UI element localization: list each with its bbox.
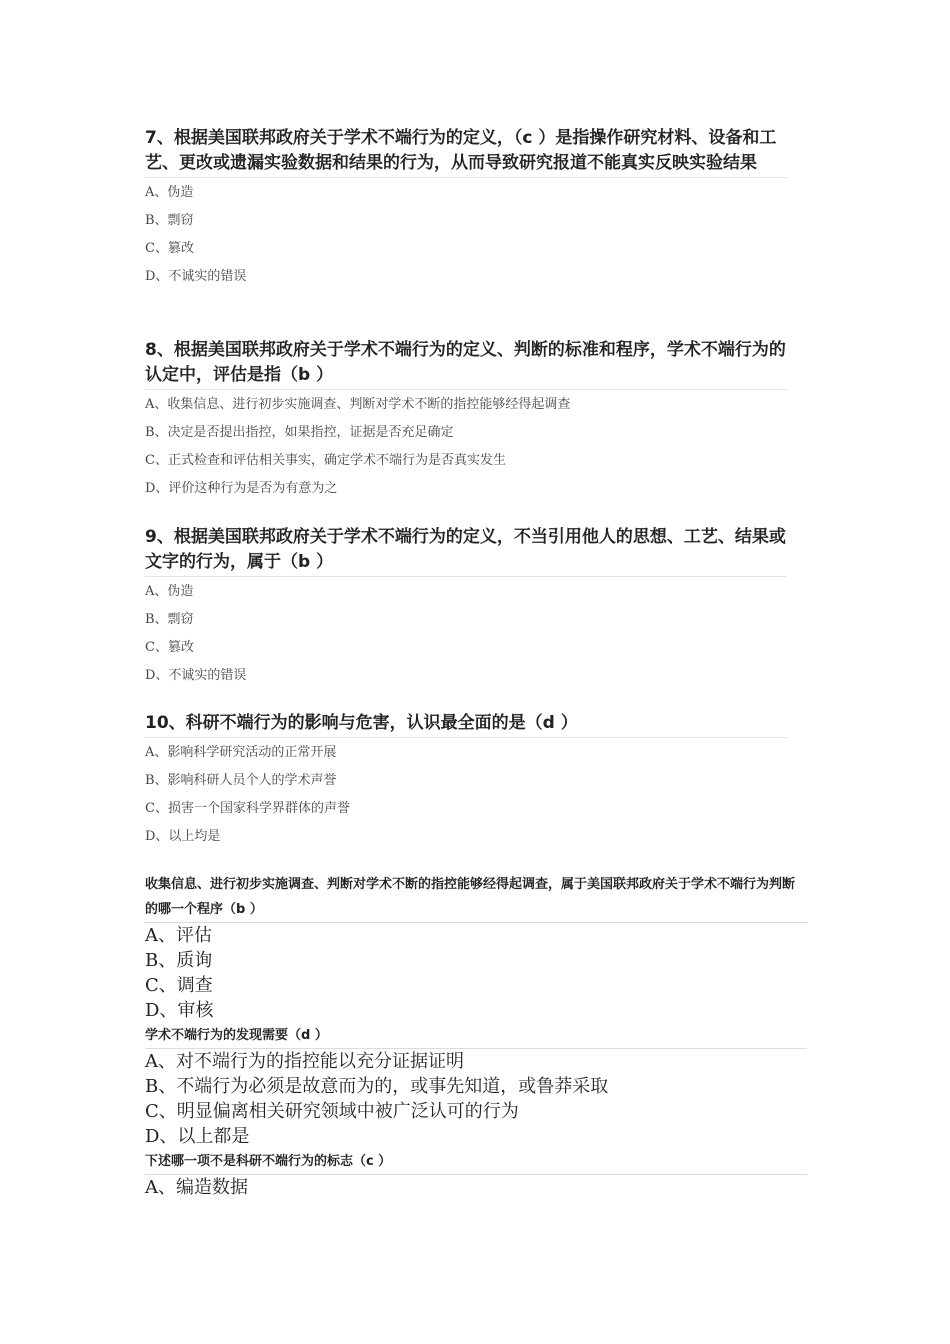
question-title: 9、根据美国联邦政府关于学术不端行为的定义，不当引用他人的思想、工艺、结果或文字的行为，属于（b ） bbox=[145, 525, 787, 577]
option-d: D、不诚实的错误 bbox=[145, 269, 247, 284]
question-title: 下述哪一项不是科研不端行为的标志（c ） bbox=[145, 1149, 807, 1175]
option-d: D、审核 bbox=[145, 1000, 214, 1021]
question-7 bbox=[145, 126, 787, 284]
question-procedure bbox=[145, 872, 807, 1023]
option-c: C、正式检查和评估相关事实，确定学术不端行为是否真实发生 bbox=[145, 453, 506, 468]
question-title: 10、科研不端行为的影响与危害，认识最全面的是（d ） bbox=[145, 711, 787, 738]
option-list bbox=[145, 1049, 807, 1149]
question-not-sign bbox=[145, 1149, 807, 1200]
option-a: A、编造数据 bbox=[145, 1177, 248, 1198]
option-list bbox=[145, 1175, 807, 1200]
question-title: 学术不端行为的发现需要（d ） bbox=[145, 1023, 807, 1049]
option-d: D、以上都是 bbox=[145, 1126, 250, 1147]
option-b: B、剽窃 bbox=[145, 213, 194, 228]
option-list bbox=[145, 398, 787, 496]
option-b: B、剽窃 bbox=[145, 612, 194, 627]
option-b: B、决定是否提出指控，如果指控，证据是否充足确定 bbox=[145, 425, 454, 440]
question-9 bbox=[145, 525, 787, 683]
question-title: 收集信息、进行初步实施调查、判断对学术不断的指控能够经得起调查，属于美国联邦政府关于学术不端行为判断的哪一个程序（b ） bbox=[145, 872, 807, 923]
option-b: B、影响科研人员个人的学术声誉 bbox=[145, 773, 337, 788]
question-title: 7、根据美国联邦政府关于学术不端行为的定义，（c ）是指操作研究材料、设备和工艺、更改或遗漏实验数据和结果的行为，从而导致研究报道不能真实反映实验结果 bbox=[145, 126, 787, 178]
option-a: A、收集信息、进行初步实施调查、判断对学术不断的指控能够经得起调查 bbox=[145, 397, 571, 412]
question-title: 8、根据美国联邦政府关于学术不端行为的定义、判断的标准和程序，学术不端行为的认定中，评估是指（b ） bbox=[145, 338, 787, 390]
option-a: A、评估 bbox=[145, 925, 212, 946]
option-a: A、对不端行为的指控能以充分证据证明 bbox=[145, 1051, 464, 1072]
question-8 bbox=[145, 338, 787, 496]
option-b: B、不端行为必须是故意而为的，或事先知道，或鲁莽采取 bbox=[145, 1076, 609, 1097]
option-c: C、篡改 bbox=[145, 640, 194, 655]
option-a: A、伪造 bbox=[145, 584, 194, 599]
option-d: D、不诚实的错误 bbox=[145, 668, 247, 683]
option-list bbox=[145, 746, 787, 844]
option-d: D、评价这种行为是否为有意为之 bbox=[145, 481, 338, 496]
option-c: C、篡改 bbox=[145, 241, 194, 256]
option-d: D、以上均是 bbox=[145, 829, 221, 844]
question-discovery bbox=[145, 1023, 807, 1149]
option-list bbox=[145, 923, 807, 1023]
option-a: A、伪造 bbox=[145, 185, 194, 200]
option-c: C、明显偏离相关研究领域中被广泛认可的行为 bbox=[145, 1101, 519, 1122]
option-b: B、质询 bbox=[145, 950, 213, 971]
option-list bbox=[145, 186, 787, 284]
option-list bbox=[145, 585, 787, 683]
question-10 bbox=[145, 711, 787, 844]
option-c: C、调查 bbox=[145, 975, 213, 996]
option-a: A、影响科学研究活动的正常开展 bbox=[145, 745, 337, 760]
option-c: C、损害一个国家科学界群体的声誉 bbox=[145, 801, 350, 816]
